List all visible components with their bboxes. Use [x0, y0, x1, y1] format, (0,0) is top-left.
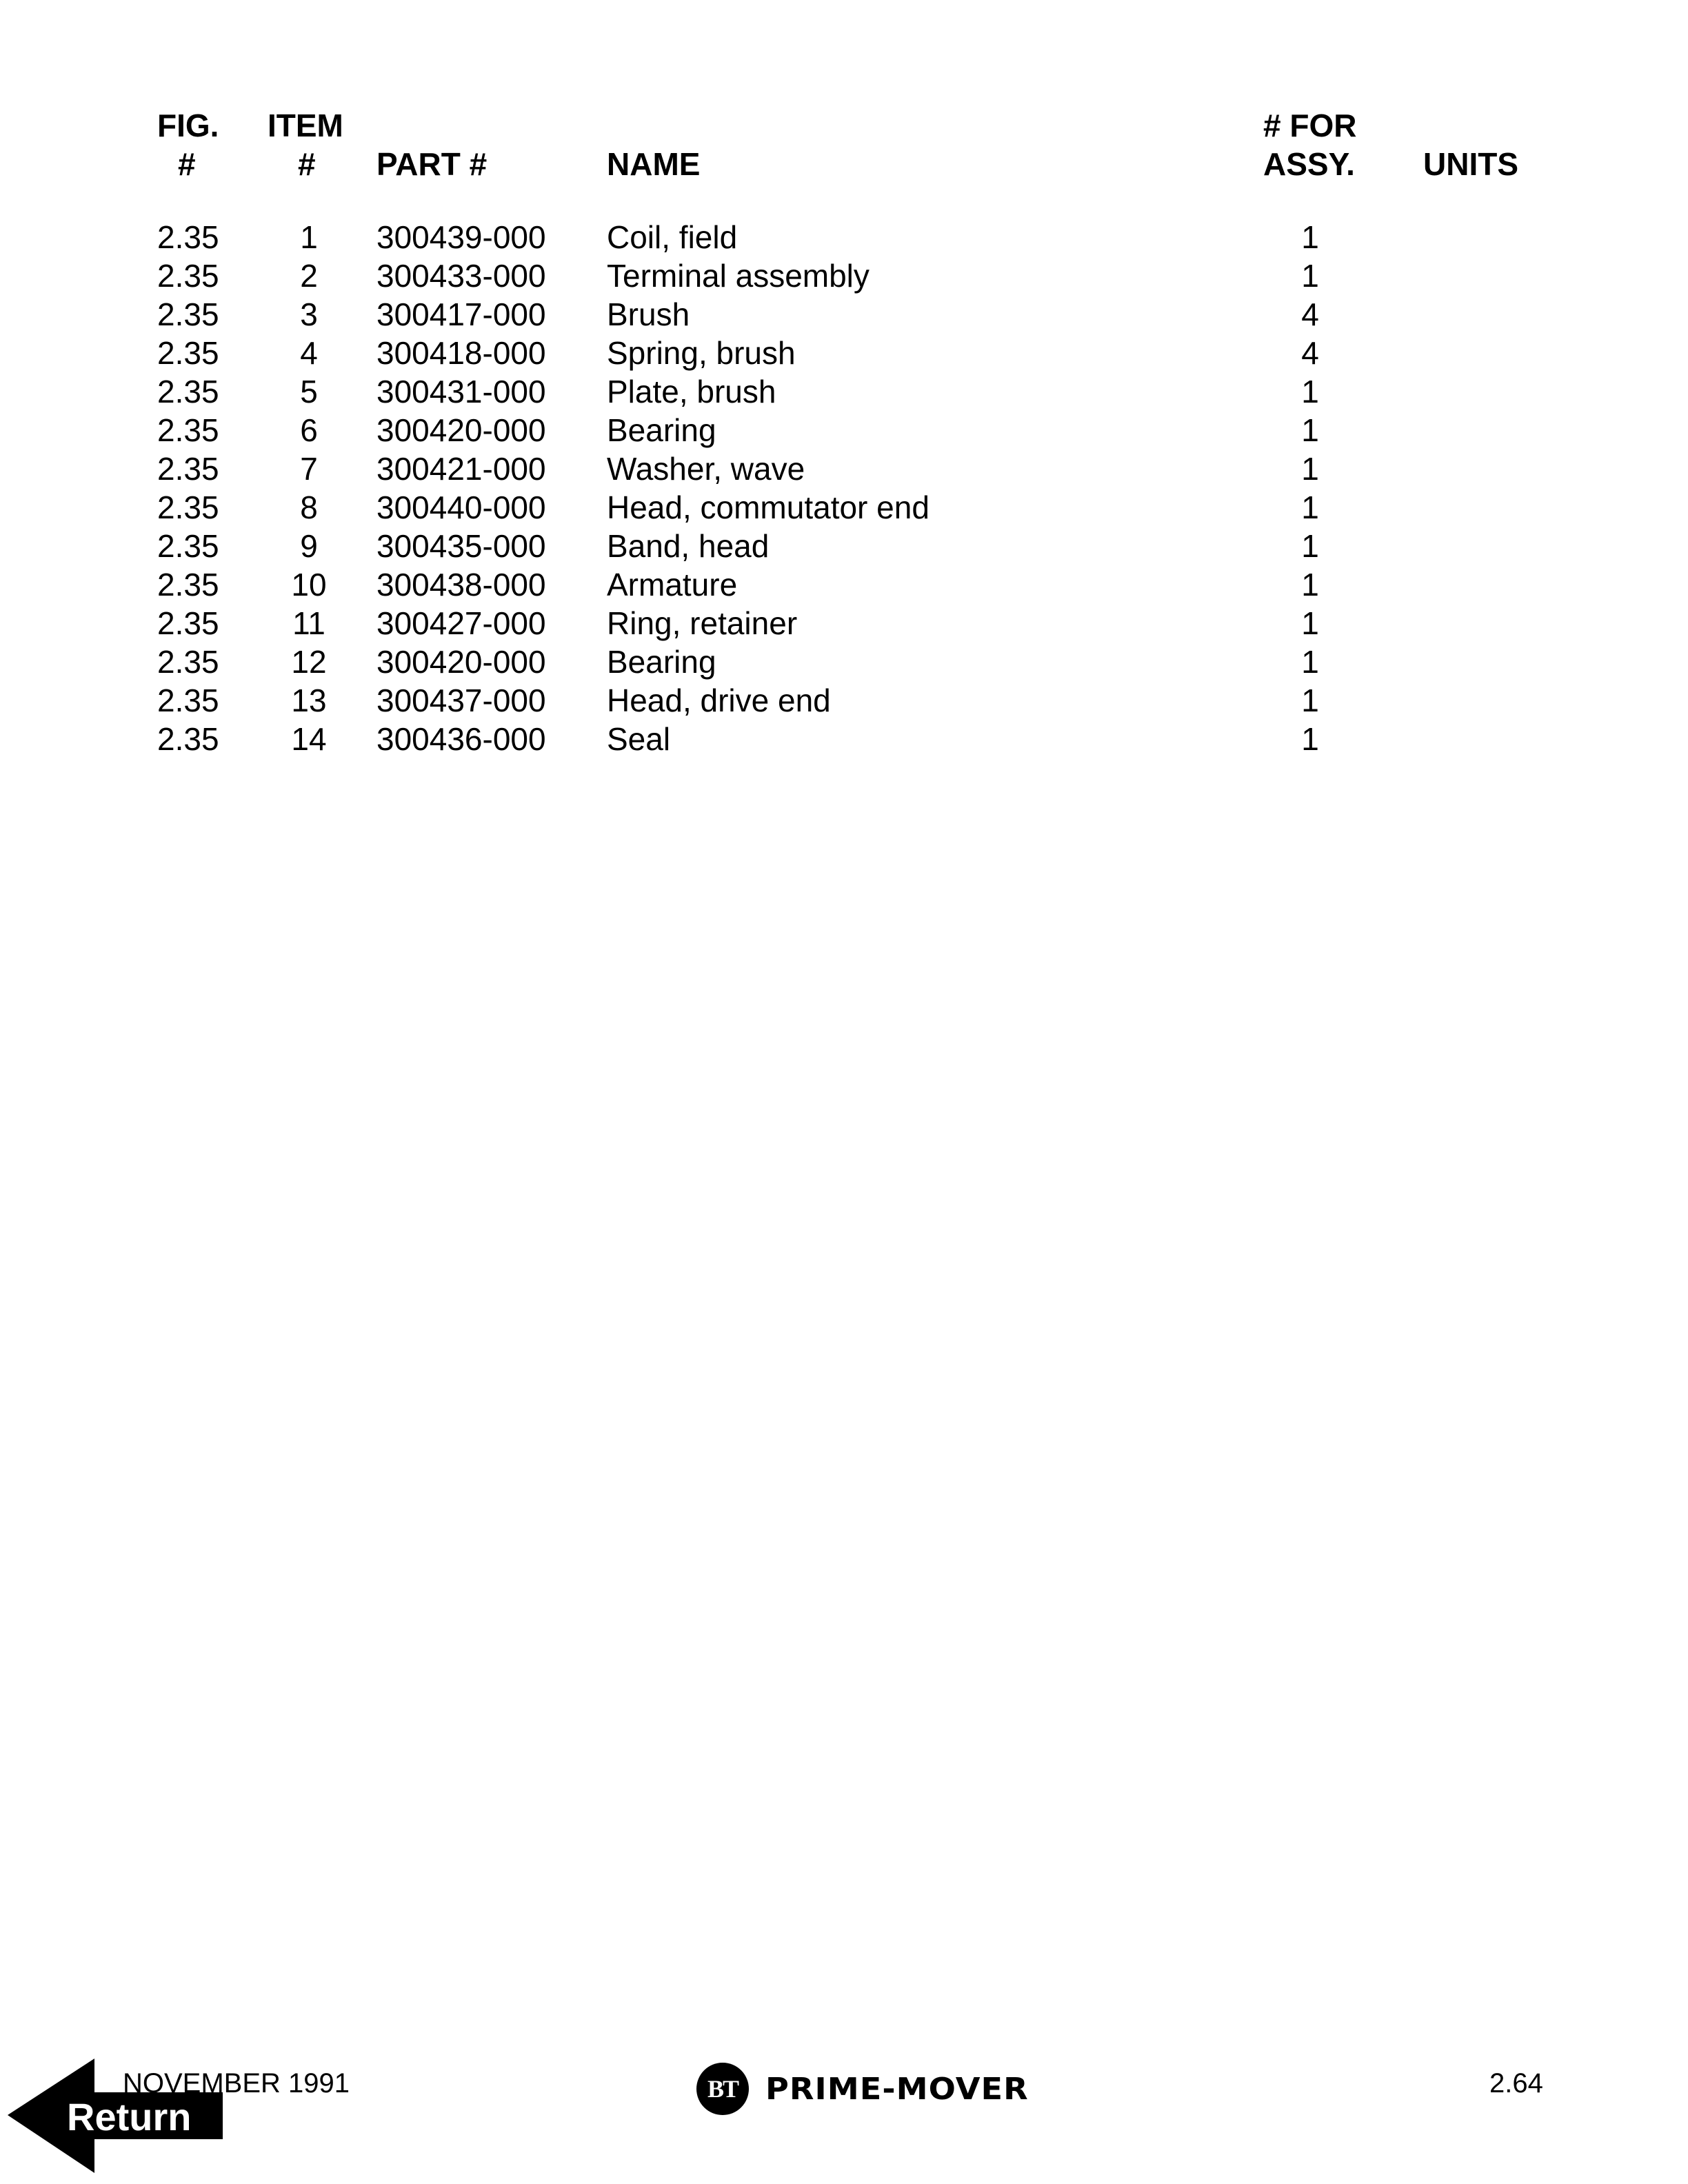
- item-cell: 14: [291, 721, 327, 757]
- item-cell: 7: [300, 451, 318, 487]
- part-cell: 300438-000: [376, 567, 546, 603]
- fig-cell: 2.35: [157, 412, 219, 448]
- return-label[interactable]: Return: [67, 2095, 192, 2138]
- qty-cell: 1: [1301, 605, 1319, 641]
- part-cell: 300418-000: [376, 335, 546, 371]
- fig-cell: 2.35: [157, 567, 219, 603]
- name-cell: Plate, brush: [607, 374, 776, 410]
- table-row: [0, 720, 1688, 758]
- header-qty-line1: # FOR: [1263, 108, 1357, 143]
- fig-cell: 2.35: [157, 335, 219, 371]
- table-row: [0, 256, 1688, 295]
- item-cell: 3: [300, 296, 318, 332]
- qty-cell: 1: [1301, 258, 1319, 294]
- fig-cell: 2.35: [157, 219, 219, 255]
- part-cell: 300417-000: [376, 296, 546, 332]
- table-row: [0, 604, 1688, 643]
- name-cell: Head, commutator end: [607, 489, 930, 525]
- name-cell: Head, drive end: [607, 682, 831, 718]
- fig-cell: 2.35: [157, 258, 219, 294]
- name-cell: Brush: [607, 296, 690, 332]
- part-cell: 300435-000: [376, 528, 546, 564]
- fig-cell: 2.35: [157, 489, 219, 525]
- header-item-line2: #: [298, 146, 316, 182]
- item-cell: 1: [300, 219, 318, 255]
- bt-logo-mark: BT: [696, 2063, 749, 2115]
- table-row: [0, 334, 1688, 372]
- item-cell: 11: [292, 605, 325, 641]
- qty-cell: 4: [1301, 335, 1319, 371]
- name-cell: Bearing: [607, 644, 716, 680]
- table-row: [0, 218, 1688, 256]
- item-cell: 2: [300, 258, 318, 294]
- part-cell: 300439-000: [376, 219, 546, 255]
- table-row: [0, 643, 1688, 681]
- header-units: UNITS: [1423, 146, 1518, 182]
- item-cell: 8: [300, 489, 318, 525]
- part-cell: 300436-000: [376, 721, 546, 757]
- name-cell: Bearing: [607, 412, 716, 448]
- header-item-line1: ITEM: [268, 108, 343, 143]
- table-row: [0, 565, 1688, 604]
- header-qty-line2: ASSY.: [1263, 146, 1355, 182]
- item-cell: 13: [291, 682, 327, 718]
- table-row: [0, 449, 1688, 488]
- item-cell: 5: [300, 374, 318, 410]
- name-cell: Band, head: [607, 528, 770, 564]
- part-cell: 300420-000: [376, 412, 546, 448]
- part-cell: 300427-000: [376, 605, 546, 641]
- table-row: [0, 411, 1688, 449]
- qty-cell: 1: [1301, 374, 1319, 410]
- part-cell: 300421-000: [376, 451, 546, 487]
- brand-name: PRIME-MOVER: [765, 2071, 1029, 2107]
- page-number: 2.64: [1489, 2068, 1543, 2099]
- item-cell: 4: [300, 335, 318, 371]
- part-cell: 300440-000: [376, 489, 546, 525]
- table-row: [0, 372, 1688, 411]
- header-fig-line1: FIG.: [157, 108, 219, 143]
- fig-cell: 2.35: [157, 374, 219, 410]
- item-cell: 10: [291, 567, 327, 603]
- fig-cell: 2.35: [157, 296, 219, 332]
- name-cell: Terminal assembly: [607, 258, 870, 294]
- fig-cell: 2.35: [157, 451, 219, 487]
- table-row: [0, 488, 1688, 527]
- qty-cell: 1: [1301, 567, 1319, 603]
- part-cell: 300431-000: [376, 374, 546, 410]
- fig-cell: 2.35: [157, 528, 219, 564]
- qty-cell: 1: [1301, 489, 1319, 525]
- qty-cell: 1: [1301, 682, 1319, 718]
- table-row: [0, 295, 1688, 334]
- part-cell: 300420-000: [376, 644, 546, 680]
- header-name: NAME: [607, 146, 701, 182]
- item-cell: 9: [300, 528, 318, 564]
- header-fig-line2: #: [178, 146, 196, 182]
- qty-cell: 1: [1301, 644, 1319, 680]
- footer-date: NOVEMBER 1991: [123, 2068, 350, 2099]
- part-cell: 300433-000: [376, 258, 546, 294]
- name-cell: Spring, brush: [607, 335, 796, 371]
- name-cell: Washer, wave: [607, 451, 805, 487]
- fig-cell: 2.35: [157, 644, 219, 680]
- part-cell: 300437-000: [376, 682, 546, 718]
- fig-cell: 2.35: [157, 682, 219, 718]
- qty-cell: 1: [1301, 721, 1319, 757]
- name-cell: Coil, field: [607, 219, 738, 255]
- qty-cell: 1: [1301, 451, 1319, 487]
- qty-cell: 1: [1301, 219, 1319, 255]
- qty-cell: 1: [1301, 528, 1319, 564]
- qty-cell: 1: [1301, 412, 1319, 448]
- table-row: [0, 527, 1688, 565]
- item-cell: 12: [291, 644, 327, 680]
- brand-logo: [696, 2061, 1029, 2116]
- fig-cell: 2.35: [157, 721, 219, 757]
- fig-cell: 2.35: [157, 605, 219, 641]
- table-row: [0, 681, 1688, 720]
- qty-cell: 4: [1301, 296, 1319, 332]
- name-cell: Armature: [607, 567, 738, 603]
- name-cell: Ring, retainer: [607, 605, 798, 641]
- item-cell: 6: [300, 412, 318, 448]
- name-cell: Seal: [607, 721, 671, 757]
- header-part: PART #: [376, 146, 488, 182]
